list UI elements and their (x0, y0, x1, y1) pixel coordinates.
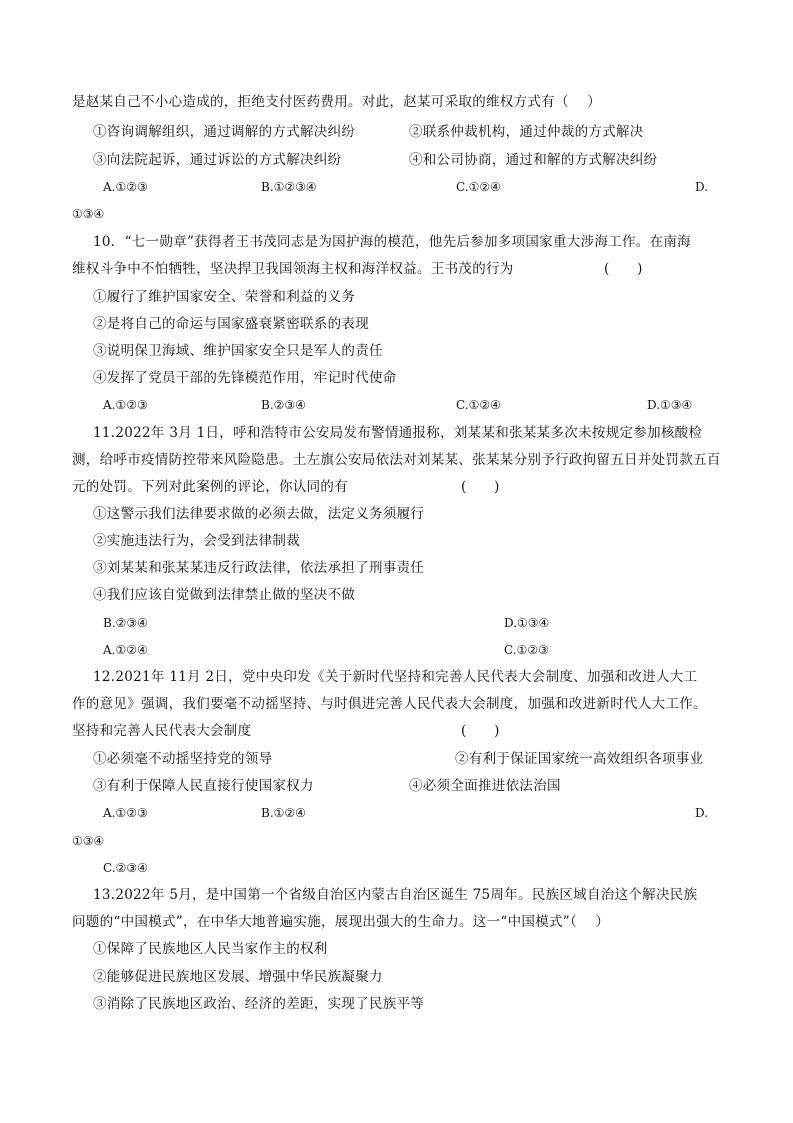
q11-item-3: ③刘某某和张某某违反行政法律，依法承担了刑事责任 (93, 560, 425, 576)
q12-option-b: B.①②④ (261, 806, 306, 820)
q10-option-c: C.①②④ (456, 398, 501, 412)
q11-item-4: ④我们应该自觉做到法律禁止做的坚决不做 (93, 587, 356, 603)
q12-option-d: D. (695, 806, 709, 820)
q10-item-3: ③说明保卫海域、维护国家安全只是军人的责任 (93, 343, 383, 359)
q10-text-line-1: 10．“七一勋章”获得者王书茂同志是为国护海的模范，他先后参加多项国家重大涉海工作。在南海 (93, 234, 691, 250)
q11-option-a: A.①②④ (103, 643, 148, 657)
q10-option-d: D.①③④ (647, 398, 693, 412)
q11-item-1: ①这警示我们法律要求做的必须去做，法定义务须履行 (93, 506, 425, 522)
q13-item-2: ②能够促进民族地区发展、增强中华民族凝聚力 (93, 969, 383, 985)
q9-item-3: ③向法院起诉，通过诉讼的方式解决纠纷 (93, 152, 342, 168)
q11-option-c: C.①②③ (504, 643, 549, 657)
q10-item-2: ②是将自己的命运与国家盛衰紧密联系的表现 (93, 316, 369, 332)
q12-item-1: ①必须毫不动摇坚持党的领导 (93, 751, 273, 767)
q9-option-c: C.①②④ (456, 180, 501, 194)
q12-answer-bracket: ( ) (461, 723, 500, 739)
q12-item-2: ②有利于保证国家统一高效组织各项事业 (455, 751, 704, 767)
q10-option-a: A.①②③ (103, 398, 148, 412)
q12-item-4: ④必须全面推进依法治国 (409, 778, 561, 794)
q11-text-line-1: 11.2022年 3月 1日，呼和浩特市公安局发布警情通报称，刘某某和张某某多次未按规定参加核酸检 (93, 425, 703, 441)
q13-text-line-1: 13.2022年 5月，是中国第一个省级自治区内蒙古自治区诞生 75周年。民族区域自治这个解决民族 (93, 887, 698, 903)
q12-option-a: A.①②③ (103, 806, 148, 820)
q11-text-line-3: 元的处罚。下列对此案例的评论，你认同的有 (72, 479, 348, 495)
q12-option-c: C.②③④ (103, 861, 148, 875)
q10-item-4: ④发挥了党员干部的先锋模范作用，牢记时代使命 (93, 370, 397, 386)
q13-text-line-2: 问题的“中国模式”，在中华大地普遍实施，展现出强大的生命力。这一“中国模式”（ ） (72, 914, 610, 930)
q12-text-line-1: 12.2021年 11月 2日，党中央印发《关于新时代坚持和完善人民代表大会制度、加强和改进人大工 (93, 669, 698, 685)
q10-text-line-2: 维权斗争中不怕牺牲，坚决捍卫我国领海主权和海洋权益。王书茂的行为 (72, 261, 514, 277)
q11-option-d: D.①③④ (504, 616, 550, 630)
q11-text-line-2: 测，给呼市疫情防控带来风险隐患。土左旗公安局依法对刘某某、张某某分别予行政拘留五日并处罚款五百 (72, 452, 721, 468)
q9-item-1: ①咨询调解组织，通过调解的方式解决纠纷 (93, 124, 356, 140)
q9-option-a: A.①②③ (103, 180, 148, 194)
q11-item-2: ②实施违法行为，会受到法律制裁 (93, 533, 300, 549)
q12-text-line-2: 作的意见》强调，我们要毫不动摇坚持、与时俱进完善人民代表大会制度，加强和改进新时代人大工作。 (72, 696, 707, 712)
q12-item-3: ③有利于保障人民直接行使国家权力 (93, 778, 314, 794)
q11-answer-bracket: ( ) (461, 479, 500, 495)
q12-text-line-3: 坚持和完善人民代表大会制度 (72, 723, 252, 739)
q9-text-line-1: 是赵某自己不小心造成的，拒绝支付医药费用。对此，赵某可采取的维权方式有（ ） (72, 94, 601, 110)
q10-item-1: ①履行了维护国家安全、荣誉和利益的义务 (93, 289, 356, 305)
q12-option-d-continued: ①③④ (72, 834, 105, 848)
q9-item-4: ④和公司协商，通过和解的方式解决纠纷 (409, 152, 658, 168)
q11-option-b: B.②③④ (103, 616, 148, 630)
q9-option-d: D. (695, 180, 709, 194)
q9-option-d-continued: ①③④ (72, 207, 105, 221)
q9-option-b: B.①②③④ (261, 180, 317, 194)
q10-option-b: B.②③④ (261, 398, 306, 412)
q9-item-2: ②联系仲裁机构，通过仲裁的方式解决 (409, 124, 644, 140)
q13-item-3: ③消除了民族地区政治、经济的差距，实现了民族平等 (93, 996, 425, 1012)
q10-answer-bracket: ( ) (604, 261, 643, 277)
q13-item-1: ①保障了民族地区人民当家作主的权利 (93, 941, 328, 957)
